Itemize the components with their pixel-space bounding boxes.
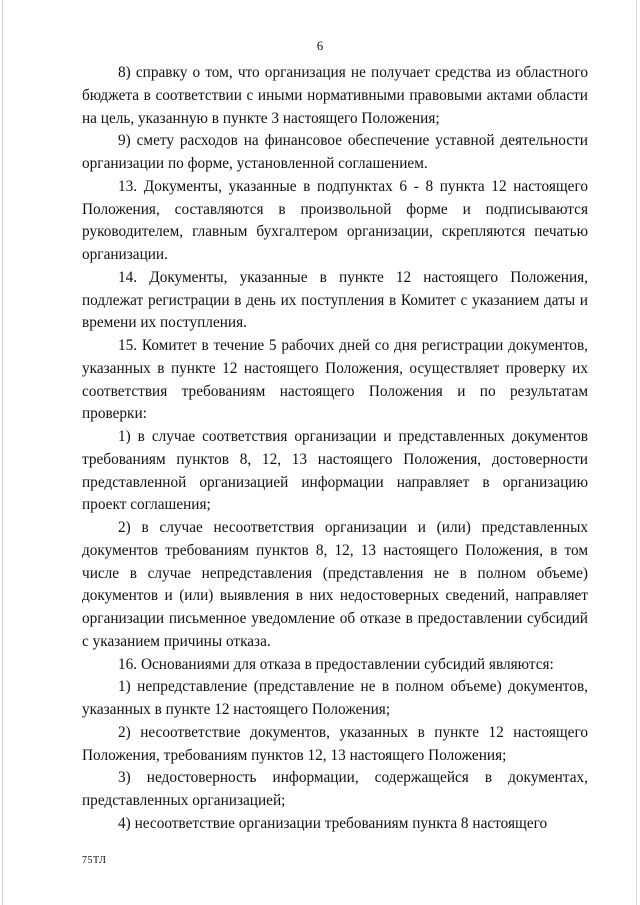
scan-edge-left	[2, 0, 3, 905]
paragraph-clause-16-item-3: 3) недостоверность информации, содержащейся в документах, представленных организацией;	[82, 769, 588, 809]
paragraph-clause-16-item-1: 1) непредставление (представление не в полном объеме) документов, указанных в пункте 12 настоящего Положения;	[82, 678, 588, 718]
paragraph-clause-16-item-4: 4) несоответствие организации требованиям пункта 8 настоящего	[118, 814, 548, 832]
paragraph-clause-16: 16. Основаниями для отказа в предоставлении субсидий являются:	[118, 655, 554, 673]
paragraph-clause-15-item-2: 2) в случае несоответствия организации и (или) представленных документов требованиям пунктов 8, 12, 13 настоящего Положения, в том числе в случае непредставления (представления не в полном объеме) документов и (или) выявления в них недостоверных сведений, направляет организации письменное уведомление об отказе в предоставлении субсидий с указанием причины отказа.	[82, 519, 588, 650]
paragraph-item-9: 9) смету расходов на финансовое обеспечение уставной деятельности организации по форме, установленной соглашением.	[82, 132, 588, 172]
paragraph-clause-15-item-1: 1) в случае соответствия организации и представленных документов требованиям пунктов 8, 12, 13 настоящего Положения, достоверности представленной организацией информации направляет в организацию проект соглашения;	[82, 428, 588, 514]
paragraph-item-8: 8) справку о том, что организация не получает средства из областного бюджета в соответствии с иными нормативными правовыми актами области на цель, указанную в пункте 3 настоящего Положения;	[82, 64, 588, 127]
paragraph-clause-14: 14. Документы, указанные в пункте 12 настоящего Положения, подлежат регистрации в день их поступления в Комитет с указанием даты и времени их поступления.	[82, 268, 588, 332]
scan-edge-right	[636, 0, 637, 905]
page-number: 6	[316, 38, 324, 53]
paragraph-clause-15: 15. Комитет в течение 5 рабочих дней со дня регистрации документов, указанных в пункте 12 настоящего Положения, осуществляет проверку их соответствия требованиям настоящего Положения и по результатам проверки:	[82, 337, 588, 423]
paragraph-clause-16-item-2: 2) несоответствие документов, указанных в пункте 12 настоящего Положения, требованиям пунктов 12, 13 настоящего Положения;	[82, 723, 588, 764]
paragraph-clause-13: 13. Документы, указанные в подпунктах 6 - 8 пункта 12 настоящего Положения, составляются в произвольной форме и подписываются руководителем, главным бухгалтером организации, скрепляются печатью организации.	[82, 177, 588, 263]
document-body	[82, 62, 588, 836]
footer-code: 75ТЛ	[82, 855, 107, 866]
